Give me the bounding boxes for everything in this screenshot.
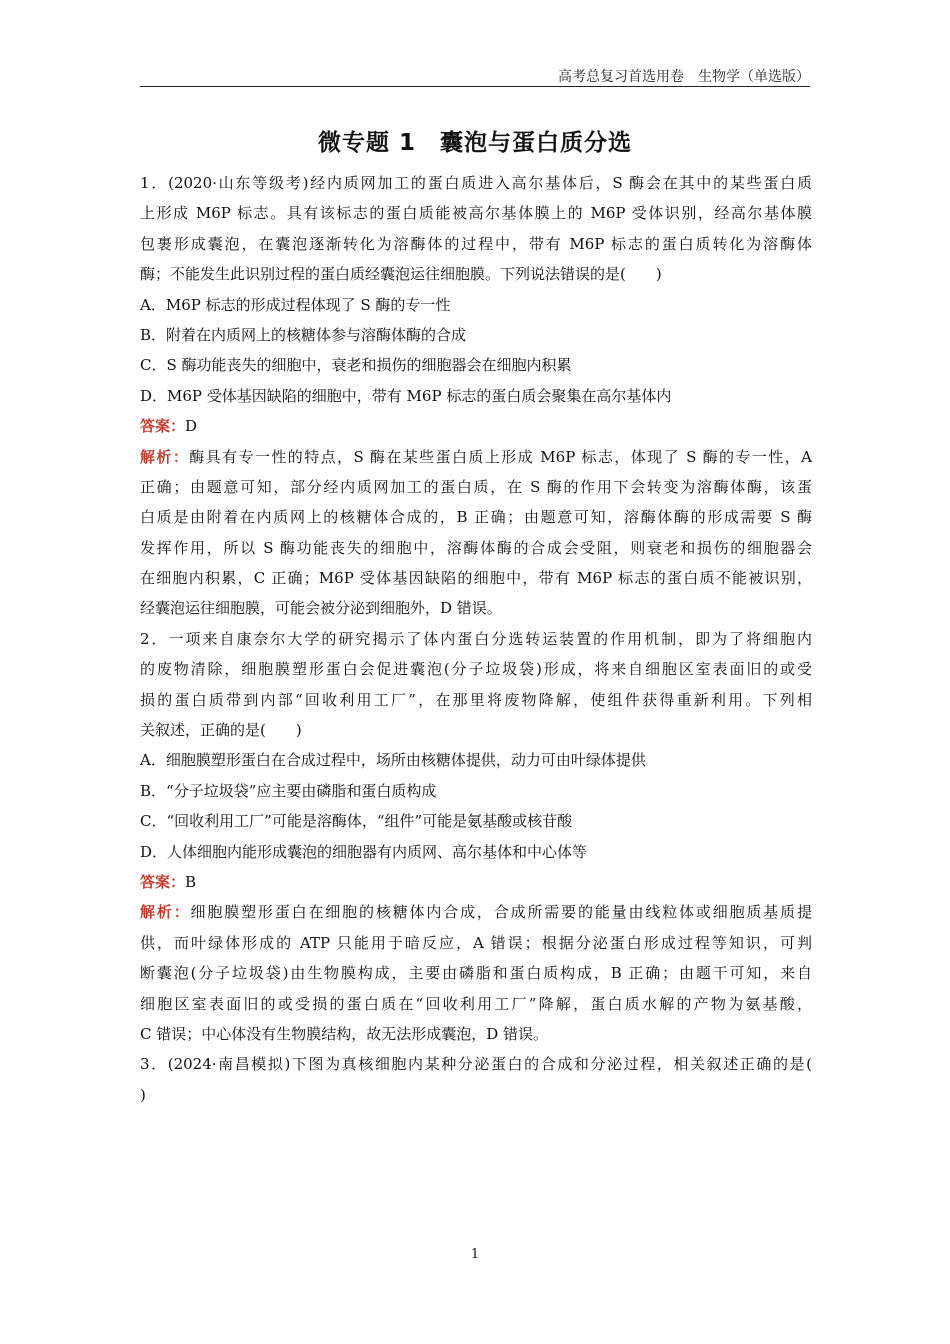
page-header: 高考总复习首选用卷 生物学（单选版） bbox=[558, 69, 810, 85]
question-line: 损的蛋白质带到内部“回收利用工厂”，在那里将废物降解，使组件获得重新利用。下列相 bbox=[140, 690, 812, 709]
analysis-text: 酶具有专一性的特点，S 酶在某些蛋白质上形成 M6P 标志，体现了 S 酶的专一性，A bbox=[189, 447, 812, 466]
analysis-line bbox=[140, 442, 812, 472]
question-1 bbox=[140, 168, 812, 624]
question-line: 的废物清除，细胞膜塑形蛋白会促进囊泡(分子垃圾袋)形成，将来自细胞区室表面旧的或受 bbox=[140, 660, 812, 679]
answer-label: 答案： bbox=[140, 872, 186, 891]
question-3 bbox=[140, 1049, 812, 1110]
answer-value: B bbox=[185, 872, 197, 891]
analysis-line bbox=[140, 897, 812, 927]
answer-line bbox=[140, 411, 812, 441]
option-c: C．“回收利用工厂”可能是溶酶体，“组件”可能是氨基酸或核苷酸 bbox=[140, 812, 573, 831]
analysis-line: 经囊泡运往细胞膜，可能会被分泌到细胞外，D 错误。 bbox=[140, 599, 502, 618]
analysis-label: 解析： bbox=[140, 903, 191, 922]
option-a: A．M6P 标志的形成过程体现了 S 酶的专一性 bbox=[140, 295, 451, 314]
analysis-line: 供，而叶绿体形成的 ATP 只能用于暗反应，A 错误；根据分泌蛋白形成过程等知识，可判 bbox=[140, 933, 812, 952]
page-title: 微专题 1 囊泡与蛋白质分选 bbox=[317, 130, 632, 156]
option-b: B．附着在内质网上的核糖体参与溶酶体酶的合成 bbox=[140, 325, 467, 344]
answer-line bbox=[140, 867, 812, 897]
question-line: 上形成 M6P 标志。具有该标志的蛋白质能被高尔基体膜上的 M6P 受体识别，经高尔基体膜 bbox=[140, 204, 812, 223]
analysis-text: 细胞膜塑形蛋白在细胞的核糖体内合成，合成所需要的能量由线粒体或细胞质基质提 bbox=[190, 903, 812, 922]
question-line: 3．(2024·南昌模拟)下图为真核细胞内某种分泌蛋白的合成和分泌过程，相关叙述正确的是( bbox=[140, 1055, 812, 1074]
question-line: 1．(2020·山东等级考)经内质网加工的蛋白质进入高尔基体后，S 酶会在其中的某些蛋白质 bbox=[140, 174, 812, 192]
option-d: D．M6P 受体基因缺陷的细胞中，带有 M6P 标志的蛋白质会聚集在高尔基体内 bbox=[140, 386, 672, 405]
answer-value: D bbox=[185, 417, 198, 436]
option-a: A．细胞膜塑形蛋白在合成过程中，场所由核糖体提供，动力可由叶绿体提供 bbox=[140, 751, 646, 770]
header-rule bbox=[140, 86, 810, 87]
question-line: ) bbox=[140, 1085, 146, 1104]
analysis-label: 解析： bbox=[140, 447, 190, 466]
analysis-line: 断囊泡(分子垃圾袋)由生物膜构成，主要由磷脂和蛋白质构成，B 正确；由题干可知，来自 bbox=[140, 964, 812, 983]
document-body bbox=[140, 168, 812, 1110]
analysis-line: 发挥作用，所以 S 酶功能丧失的细胞中，溶酶体酶的合成会受阻，则衰老和损伤的细胞器会 bbox=[140, 538, 812, 557]
page-number: 1 bbox=[470, 1247, 480, 1262]
option-b: B．“分子垃圾袋”应主要由磷脂和蛋白质构成 bbox=[140, 781, 437, 800]
question-2 bbox=[140, 624, 812, 1049]
question-line: 酶；不能发生此识别过程的蛋白质经囊泡运往细胞膜。下列说法错误的是( ) bbox=[140, 265, 662, 284]
question-line: 包裹形成囊泡，在囊泡逐渐转化为溶酶体的过程中，带有 M6P 标志的蛋白质转化为溶酶体 bbox=[140, 234, 812, 253]
analysis-line: 在细胞内积累，C 正确；M6P 受体基因缺陷的细胞中，带有 M6P 标志的蛋白质不能被识别， bbox=[140, 569, 812, 588]
question-line: 关叙述，正确的是( ) bbox=[140, 721, 302, 740]
option-d: D．人体细胞内能形成囊泡的细胞器有内质网、高尔基体和中心体等 bbox=[140, 842, 588, 861]
analysis-line: 正确；由题意可知，部分经内质网加工的蛋白质，在 S 酶的作用下会转变为溶酶体酶，该蛋 bbox=[140, 477, 812, 496]
question-line: 2．一项来自康奈尔大学的研究揭示了体内蛋白分选转运装置的作用机制，即为了将细胞内 bbox=[140, 629, 812, 648]
analysis-line: 细胞区室表面旧的或受损的蛋白质在“回收利用工厂”降解，蛋白质水解的产物为氨基酸， bbox=[140, 994, 812, 1013]
option-c: C．S 酶功能丧失的细胞中，衰老和损伤的细胞器会在细胞内积累 bbox=[140, 356, 572, 375]
analysis-line: C 错误；中心体没有生物膜结构，故无法形成囊泡，D 错误。 bbox=[140, 1024, 549, 1043]
analysis-line: 白质是由附着在内质网上的核糖体合成的，B 正确；由题意可知，溶酶体酶的形成需要 S 酶 bbox=[140, 508, 812, 527]
answer-label: 答案： bbox=[140, 417, 186, 436]
